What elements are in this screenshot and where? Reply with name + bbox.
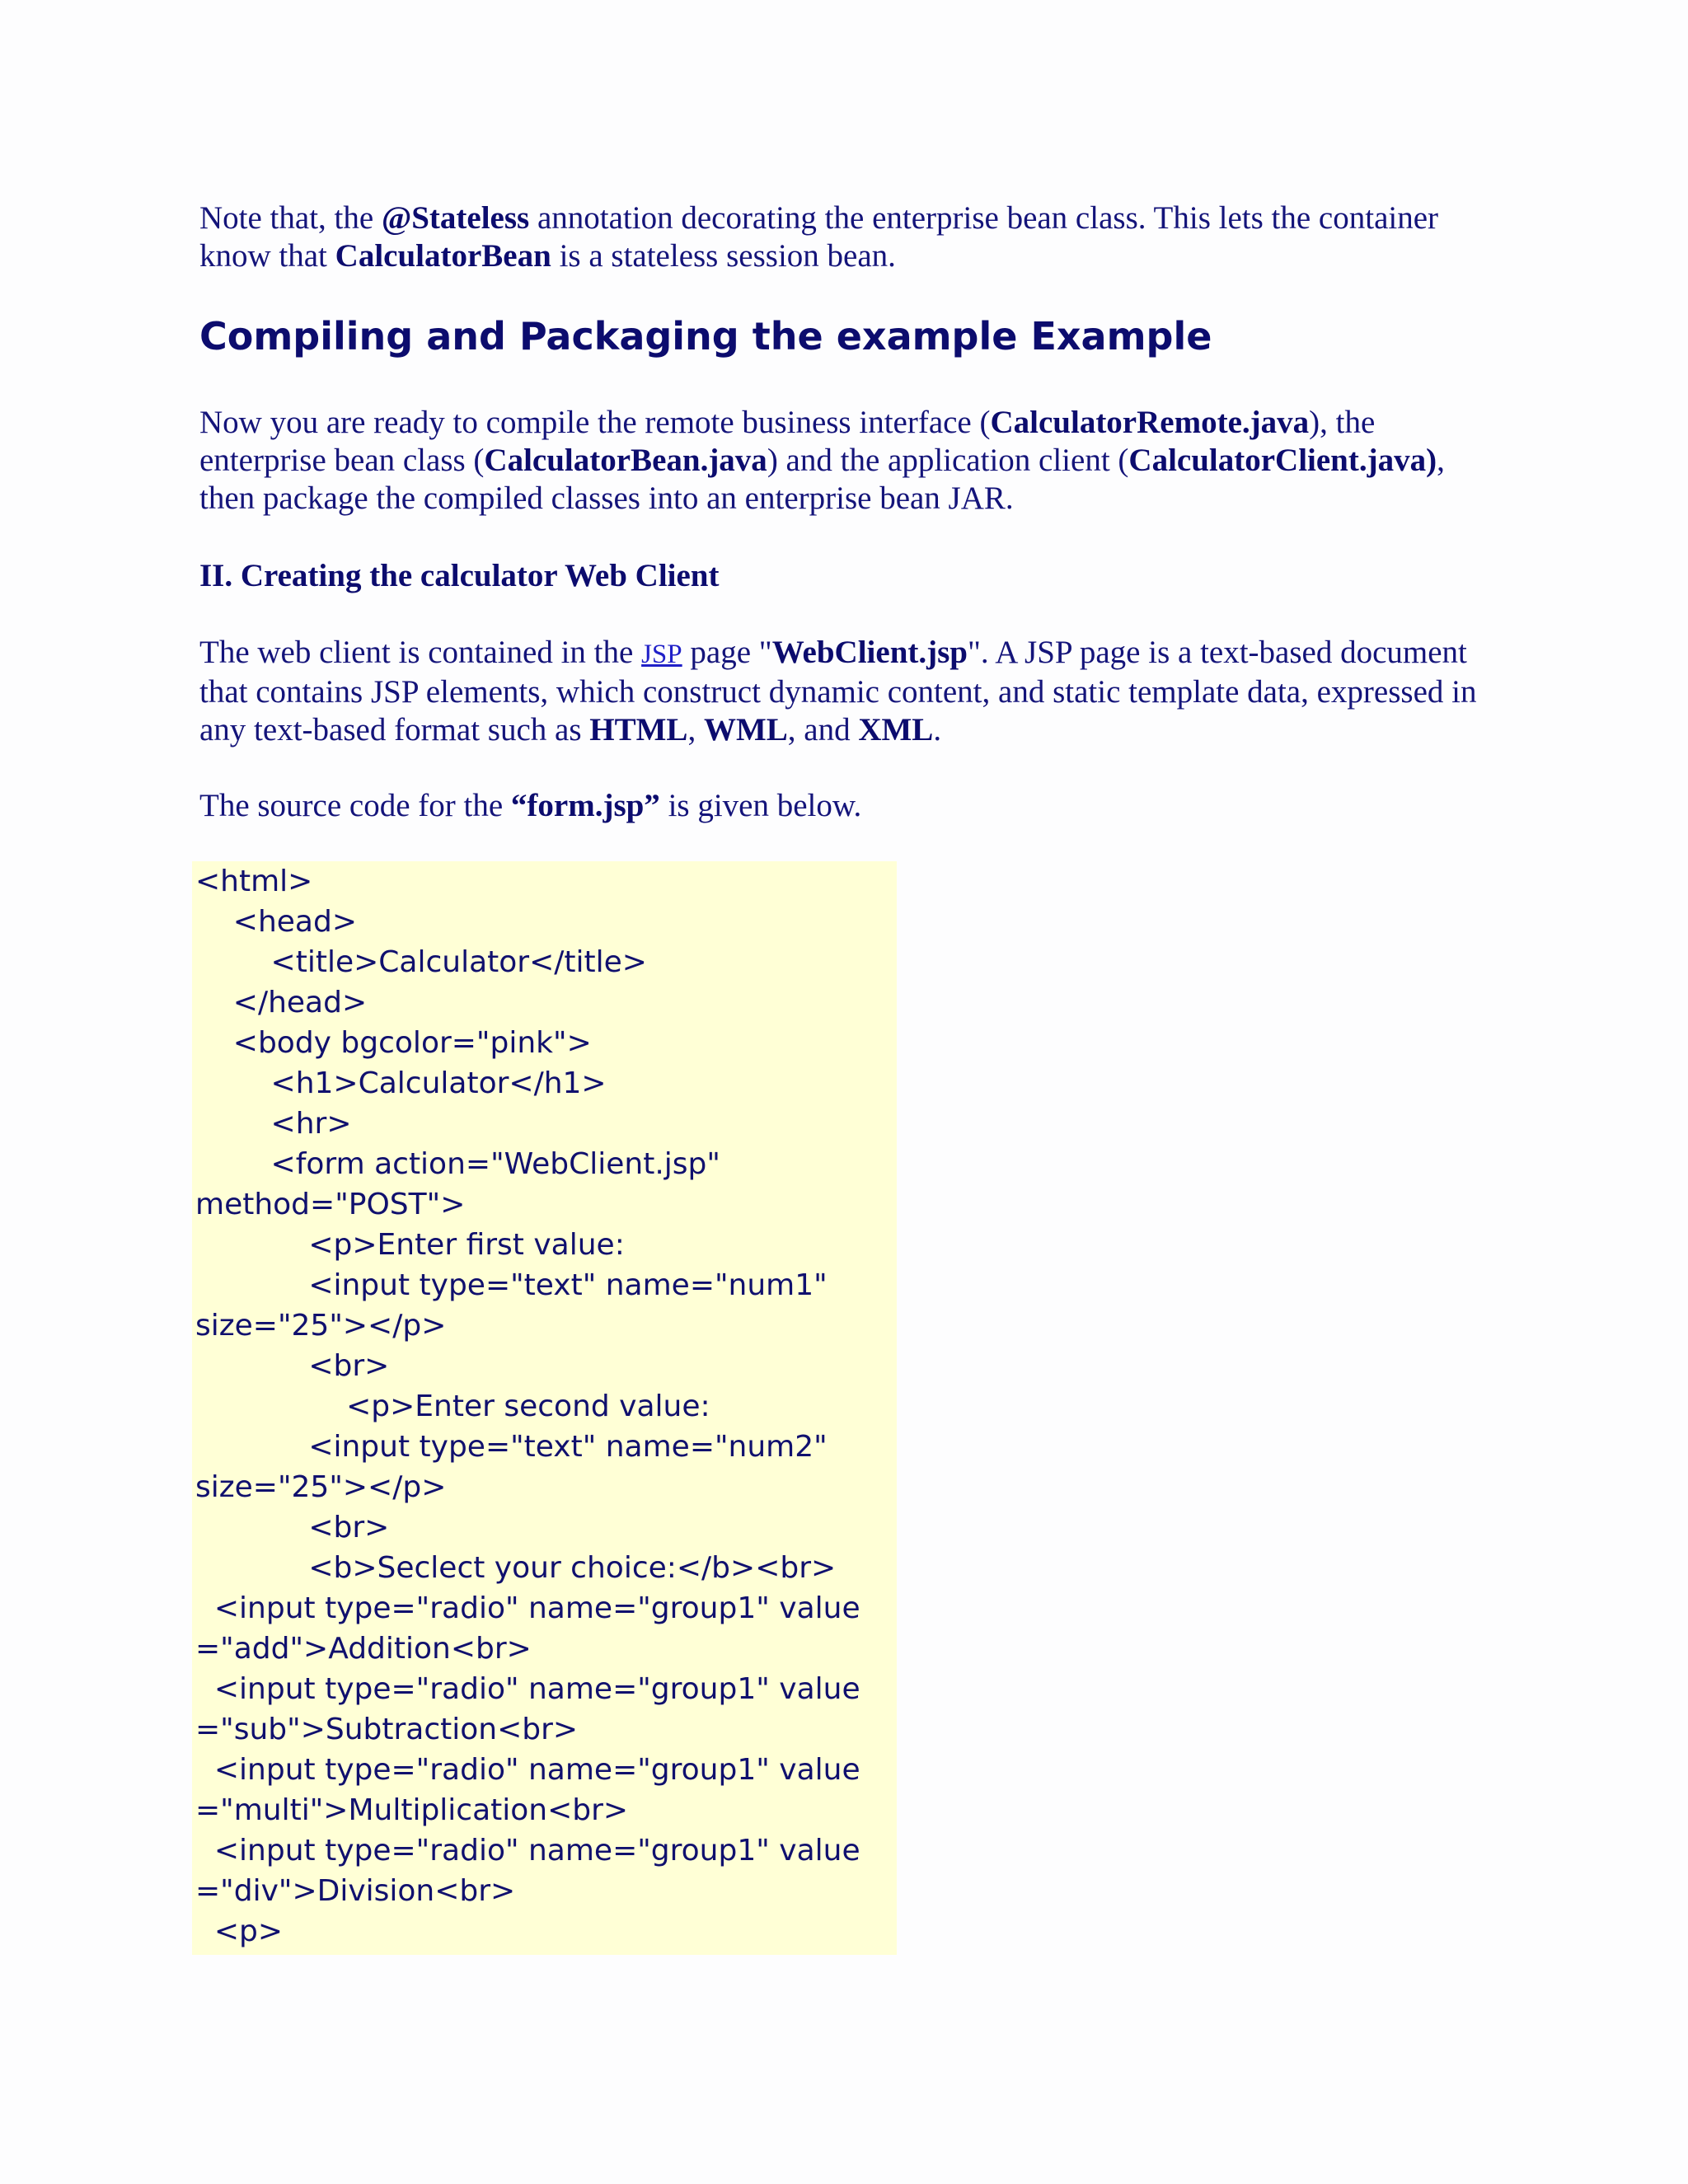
code-line: size="25"></p> <box>195 1309 447 1343</box>
paragraph-stateless-note <box>199 199 1502 275</box>
section-heading-compiling: Compiling and Packaging the example Example <box>199 314 1212 359</box>
code-line: <input type="radio" name="group1" value <box>195 1753 860 1787</box>
bold-term: WML <box>703 712 788 748</box>
code-line: <form action="WebClient.jsp" <box>195 1147 720 1181</box>
code-line: <hr> <box>195 1107 352 1141</box>
code-line: <b>Seclect your choice:</b><br> <box>195 1551 837 1585</box>
code-line: <input type="radio" name="group1" value <box>195 1834 860 1868</box>
code-line: <input type="radio" name="group1" value <box>195 1672 860 1706</box>
text-run: page " <box>682 635 772 670</box>
paragraph-web-client <box>199 634 1502 749</box>
code-line: <br> <box>195 1349 390 1383</box>
code-line: size="25"></p> <box>195 1470 447 1504</box>
code-line: <p>Enter first value: <box>195 1228 625 1262</box>
paragraph-source-intro <box>199 787 1502 825</box>
subsection-heading-web-client: II. Creating the calculator Web Client <box>199 558 720 593</box>
code-line: <body bgcolor="pink"> <box>195 1026 592 1060</box>
code-line: <input type="text" name="num2" <box>195 1430 828 1464</box>
code-line: <head> <box>195 905 357 939</box>
bold-term: WebClient.jsp <box>771 635 968 670</box>
text-run: ". A JSP page is a text-based document that contains JSP elements, which construct dynamic content, and static template data, expressed in any text-based format such as <box>199 635 1477 748</box>
text-run: is a stateless session bean. <box>551 238 896 274</box>
code-line: <br> <box>195 1511 390 1544</box>
jsp-link[interactable]: JSP <box>641 640 682 669</box>
code-line: <input type="radio" name="group1" value <box>195 1591 860 1625</box>
bold-term: CalculatorBean <box>335 238 551 274</box>
text-run: The web client is contained in the <box>199 635 642 670</box>
bold-term: CalculatorClient.java) <box>1128 443 1437 478</box>
bold-term: CalculatorBean.java <box>484 443 767 478</box>
code-line: ="sub">Subtraction<br> <box>195 1713 579 1746</box>
text-run: annotation decorating the enterprise bean class. This lets the container know that <box>199 200 1439 274</box>
bold-term: HTML <box>589 712 688 748</box>
text-run: is given below. <box>659 788 862 823</box>
code-line: <input type="text" name="num1" <box>195 1268 828 1302</box>
code-line: <h1>Calculator</h1> <box>195 1066 607 1100</box>
code-line: <html> <box>195 865 313 898</box>
text-run: Note that, the <box>199 200 382 236</box>
paragraph-compile-instructions <box>199 404 1502 518</box>
code-line: <p>Enter second value: <box>195 1390 710 1423</box>
text-run: , <box>687 712 704 748</box>
bold-term: XML <box>858 712 934 748</box>
text-run: . <box>933 712 942 748</box>
text-run: ) and the application client ( <box>767 443 1129 478</box>
code-line: <p> <box>195 1915 284 1948</box>
text-run: , and <box>787 712 859 748</box>
code-line: ="multi">Multiplication<br> <box>195 1793 629 1827</box>
code-line: <title>Calculator</title> <box>195 945 647 979</box>
code-line: </head> <box>195 986 368 1019</box>
text-run: Now you are ready to compile the remote business interface ( <box>199 405 991 440</box>
code-line: method="POST"> <box>195 1188 466 1221</box>
text-run: The source code for the <box>199 788 511 823</box>
code-line: ="div">Division<br> <box>195 1874 516 1908</box>
bold-term: CalculatorRemote.java <box>990 405 1310 440</box>
bold-term: @Stateless <box>381 200 530 236</box>
code-line: ="add">Addition<br> <box>195 1632 532 1666</box>
bold-term: “form.jsp” <box>510 788 660 823</box>
text-run: , then package the compiled classes into an enterprise bean JAR. <box>199 443 1445 516</box>
text-run: ), the enterprise bean class ( <box>199 405 1376 478</box>
